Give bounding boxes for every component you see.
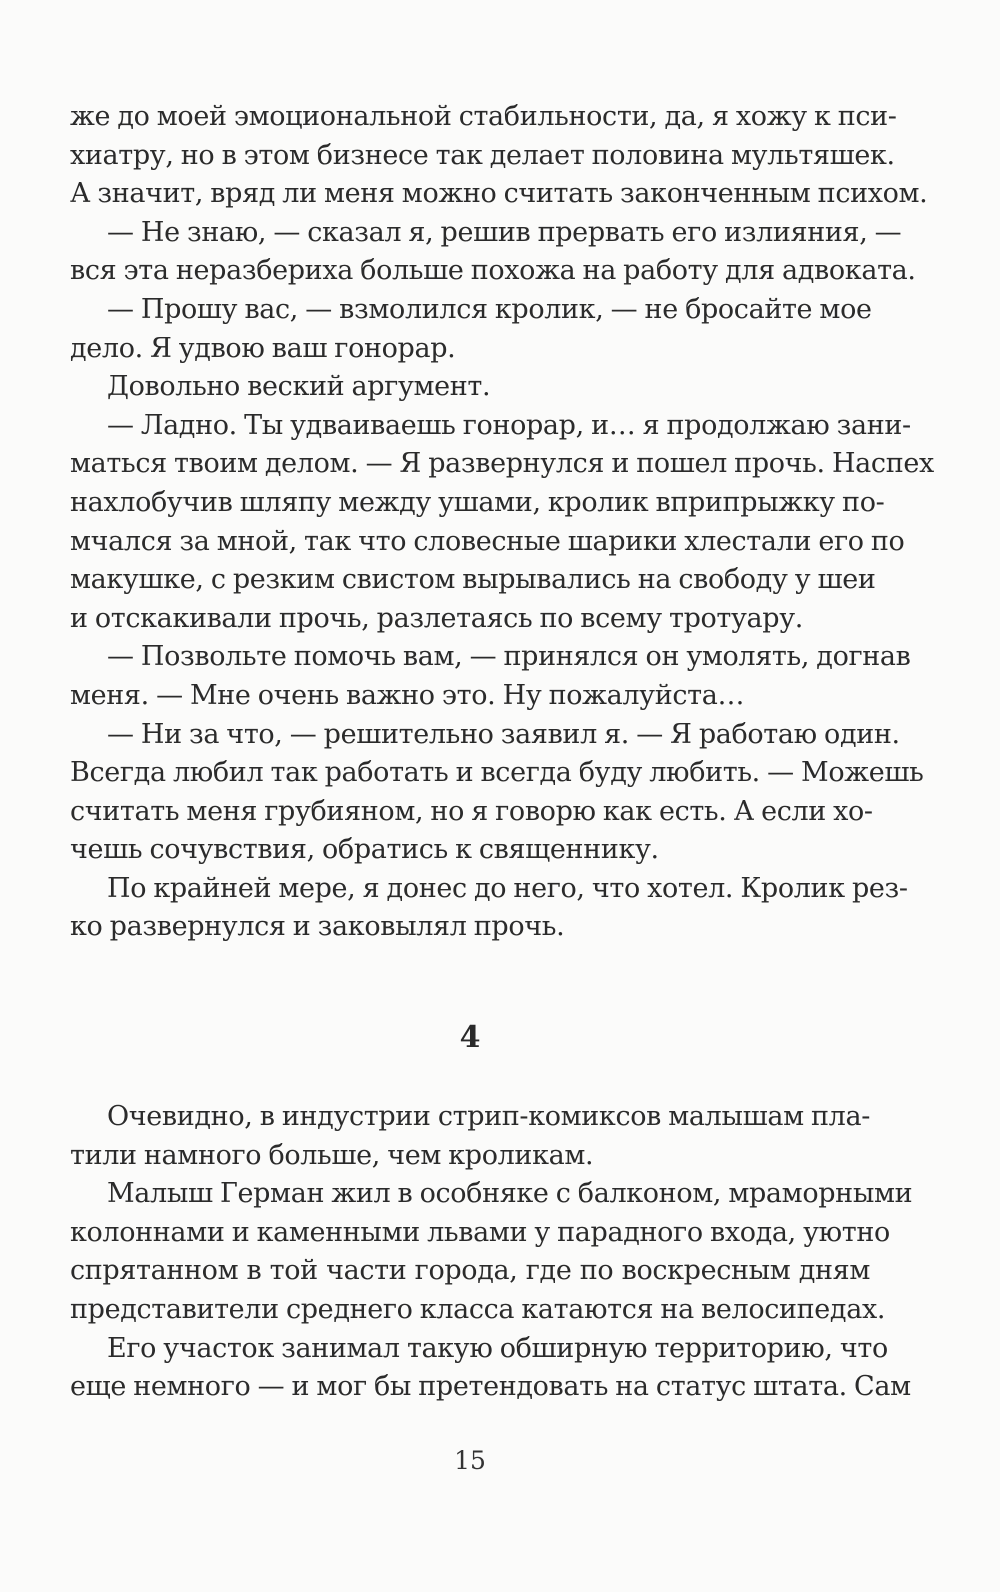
text-line: меня. — Мне очень важно это. Ну пожалуйста…: [70, 679, 745, 711]
text-line: Всегда любил так работать и всегда буду любить. — Можешь: [70, 757, 924, 789]
text-line: представители среднего класса катаются на велосипедах.: [70, 1293, 886, 1325]
text-line: — Ни за что, — решительно заявил я. — Я работаю один.: [107, 718, 900, 750]
text-line: чешь сочувствия, обратись к священнику.: [70, 834, 659, 866]
text-line: Его участок занимал такую обширную территорию, что: [107, 1332, 888, 1364]
text-line: колоннами и каменными львами у парадного входа, уютно: [70, 1216, 890, 1248]
text-line: — Позвольте помочь вам, — принялся он умолять, догнав: [107, 641, 911, 673]
text-line: ко развернулся и заковылял прочь.: [70, 911, 565, 943]
text-line: — Ладно. Ты удваиваешь гонорар, и… я продолжаю зани-: [107, 409, 911, 441]
text-block-chapter-start: [70, 1098, 913, 1407]
text-line: Очевидно, в индустрии стрип-комиксов малышам пла-: [107, 1101, 870, 1132]
text-line: еще немного — и мог бы претендовать на статус штата. Сам: [70, 1371, 911, 1403]
text-line: — Не знаю, — сказал я, решив прервать его излияния, —: [107, 216, 902, 248]
text-line: Довольно веский аргумент.: [107, 371, 491, 403]
text-line: А значит, вряд ли меня можно считать законченным психом.: [70, 178, 928, 210]
text-line: и отскакивали прочь, разлетаясь по всему тротуару.: [70, 602, 803, 634]
text-line: хиатру, но в этом бизнесе так делает половина мультяшек.: [70, 139, 895, 171]
text-line: маться твоим делом. — Я развернулся и пошел прочь. Наспех: [70, 448, 934, 480]
text-line: мчался за мной, так что словесные шарики хлестали его по: [70, 525, 905, 557]
chapter-heading: 4: [459, 1020, 481, 1055]
text-line: считать меня грубияном, но я говорю как есть. А если хо-: [70, 795, 873, 827]
text-line: нахлобучив шляпу между ушами, кролик вприпрыжку по-: [70, 486, 885, 518]
text-line: спрятанном в той части города, где по воскресным дням: [70, 1255, 870, 1287]
text-line: По крайней мере, я донес до него, что хотел. Кролик рез-: [107, 872, 908, 904]
text-line: вся эта неразбериха больше похожа на работу для адвоката.: [70, 255, 916, 287]
text-line: макушке, с резким свистом вырывались на свободу у шеи: [70, 564, 876, 596]
text-block-before-chapter: [70, 98, 934, 947]
text-line: — Прошу вас, — взмолился кролик, — не бросайте мое: [107, 293, 872, 325]
text-line: Малыш Герман жил в особняке с балконом, мраморными: [107, 1178, 913, 1210]
text-line: тили намного больше, чем кроликам.: [70, 1139, 594, 1171]
text-line: дело. Я удвою ваш гонорар.: [70, 332, 456, 364]
page-number: 15: [454, 1446, 486, 1475]
text-line: же до моей эмоциональной стабильности, да, я хожу к пси-: [70, 101, 897, 132]
